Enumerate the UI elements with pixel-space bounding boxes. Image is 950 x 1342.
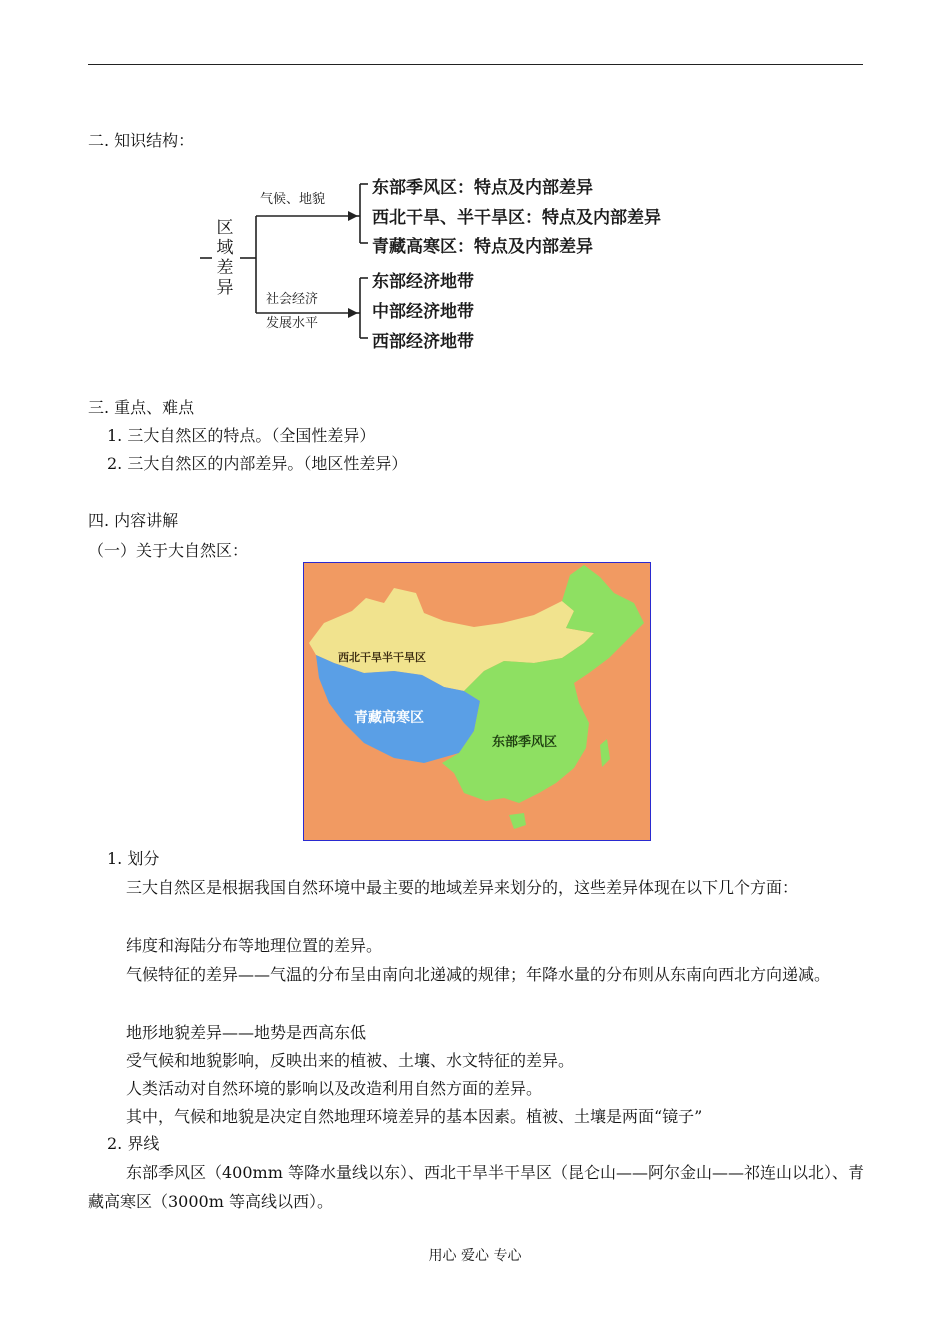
region-char: 域 bbox=[216, 238, 234, 258]
diagram-item: 西北干旱、半干旱区：特点及内部差异 bbox=[372, 208, 661, 228]
diagram-item: 西部经济地带 bbox=[372, 332, 474, 352]
paragraph: 受气候和地貌影响，反映出来的植被、土壤、水文特征的差异。 bbox=[126, 1051, 575, 1070]
map-label-northwest: 西北干旱半干旱区 bbox=[338, 651, 426, 664]
section-3-heading: 三. 重点、难点 bbox=[88, 398, 195, 417]
region-char: 异 bbox=[216, 278, 234, 298]
paragraph: 纬度和海陆分布等地理位置的差异。 bbox=[126, 936, 383, 955]
map-label-tibet: 青藏高寒区 bbox=[354, 710, 424, 726]
natural-regions-map bbox=[303, 562, 651, 841]
section-4-subheading: （一）关于大自然区： bbox=[88, 541, 249, 560]
paragraph: 人类活动对自然环境的影响以及改造利用自然方面的差异。 bbox=[126, 1079, 543, 1098]
branch-label-economy-2: 发展水平 bbox=[266, 316, 319, 331]
section-4-heading: 四. 内容讲解 bbox=[88, 511, 179, 530]
paragraph: 三大自然区是根据我国自然环境中最主要的地域差异来划分的，这些差异体现在以下几个方面： bbox=[126, 878, 799, 897]
page-footer: 用心 爱心 专心 bbox=[428, 1248, 522, 1264]
region-char: 区 bbox=[216, 218, 234, 238]
diagram-item: 东部季风区：特点及内部差异 bbox=[372, 178, 593, 198]
header-rule bbox=[88, 64, 863, 65]
diagram-item: 青藏高寒区：特点及内部差异 bbox=[372, 237, 593, 257]
knowledge-structure-diagram bbox=[200, 148, 720, 363]
china-map-shape bbox=[304, 563, 650, 840]
map-label-east: 东部季风区 bbox=[492, 735, 558, 750]
section-2-heading: 二. 知识结构： bbox=[88, 131, 195, 150]
diagram-item: 中部经济地带 bbox=[372, 302, 474, 322]
paragraph: 气候特征的差异——气温的分布呈由南向北递减的规律；年降水量的分布则从东南向西北方向递减。 bbox=[126, 965, 831, 984]
part-1-heading: 1. 划分 bbox=[107, 849, 160, 868]
diagram-item: 东部经济地带 bbox=[372, 272, 474, 292]
paragraph: 地形地貌差异——地势是西高东低 bbox=[126, 1023, 367, 1042]
paragraph: 其中，气候和地貌是决定自然地理环境差异的基本因素。植被、土壤是两面“镜子” bbox=[126, 1107, 703, 1126]
part-2-heading: 2. 界线 bbox=[107, 1134, 160, 1153]
region-char: 差 bbox=[216, 258, 234, 278]
branch-label-economy-1: 社会经济 bbox=[266, 292, 319, 307]
branch-label-climate: 气候、地貌 bbox=[260, 192, 326, 207]
region-difference-label bbox=[214, 218, 236, 298]
key-point-item: 2. 三大自然区的内部差异。（地区性差异） bbox=[107, 454, 408, 473]
paragraph: 东部季风区（400mm 等降水量线以东）、西北干旱半干旱区（昆仑山——阿尔金山——祁连山以北）、青藏高寒区（3000m 等高线以西）。 bbox=[88, 1163, 864, 1211]
key-point-item: 1. 三大自然区的特点。（全国性差异） bbox=[107, 426, 376, 445]
